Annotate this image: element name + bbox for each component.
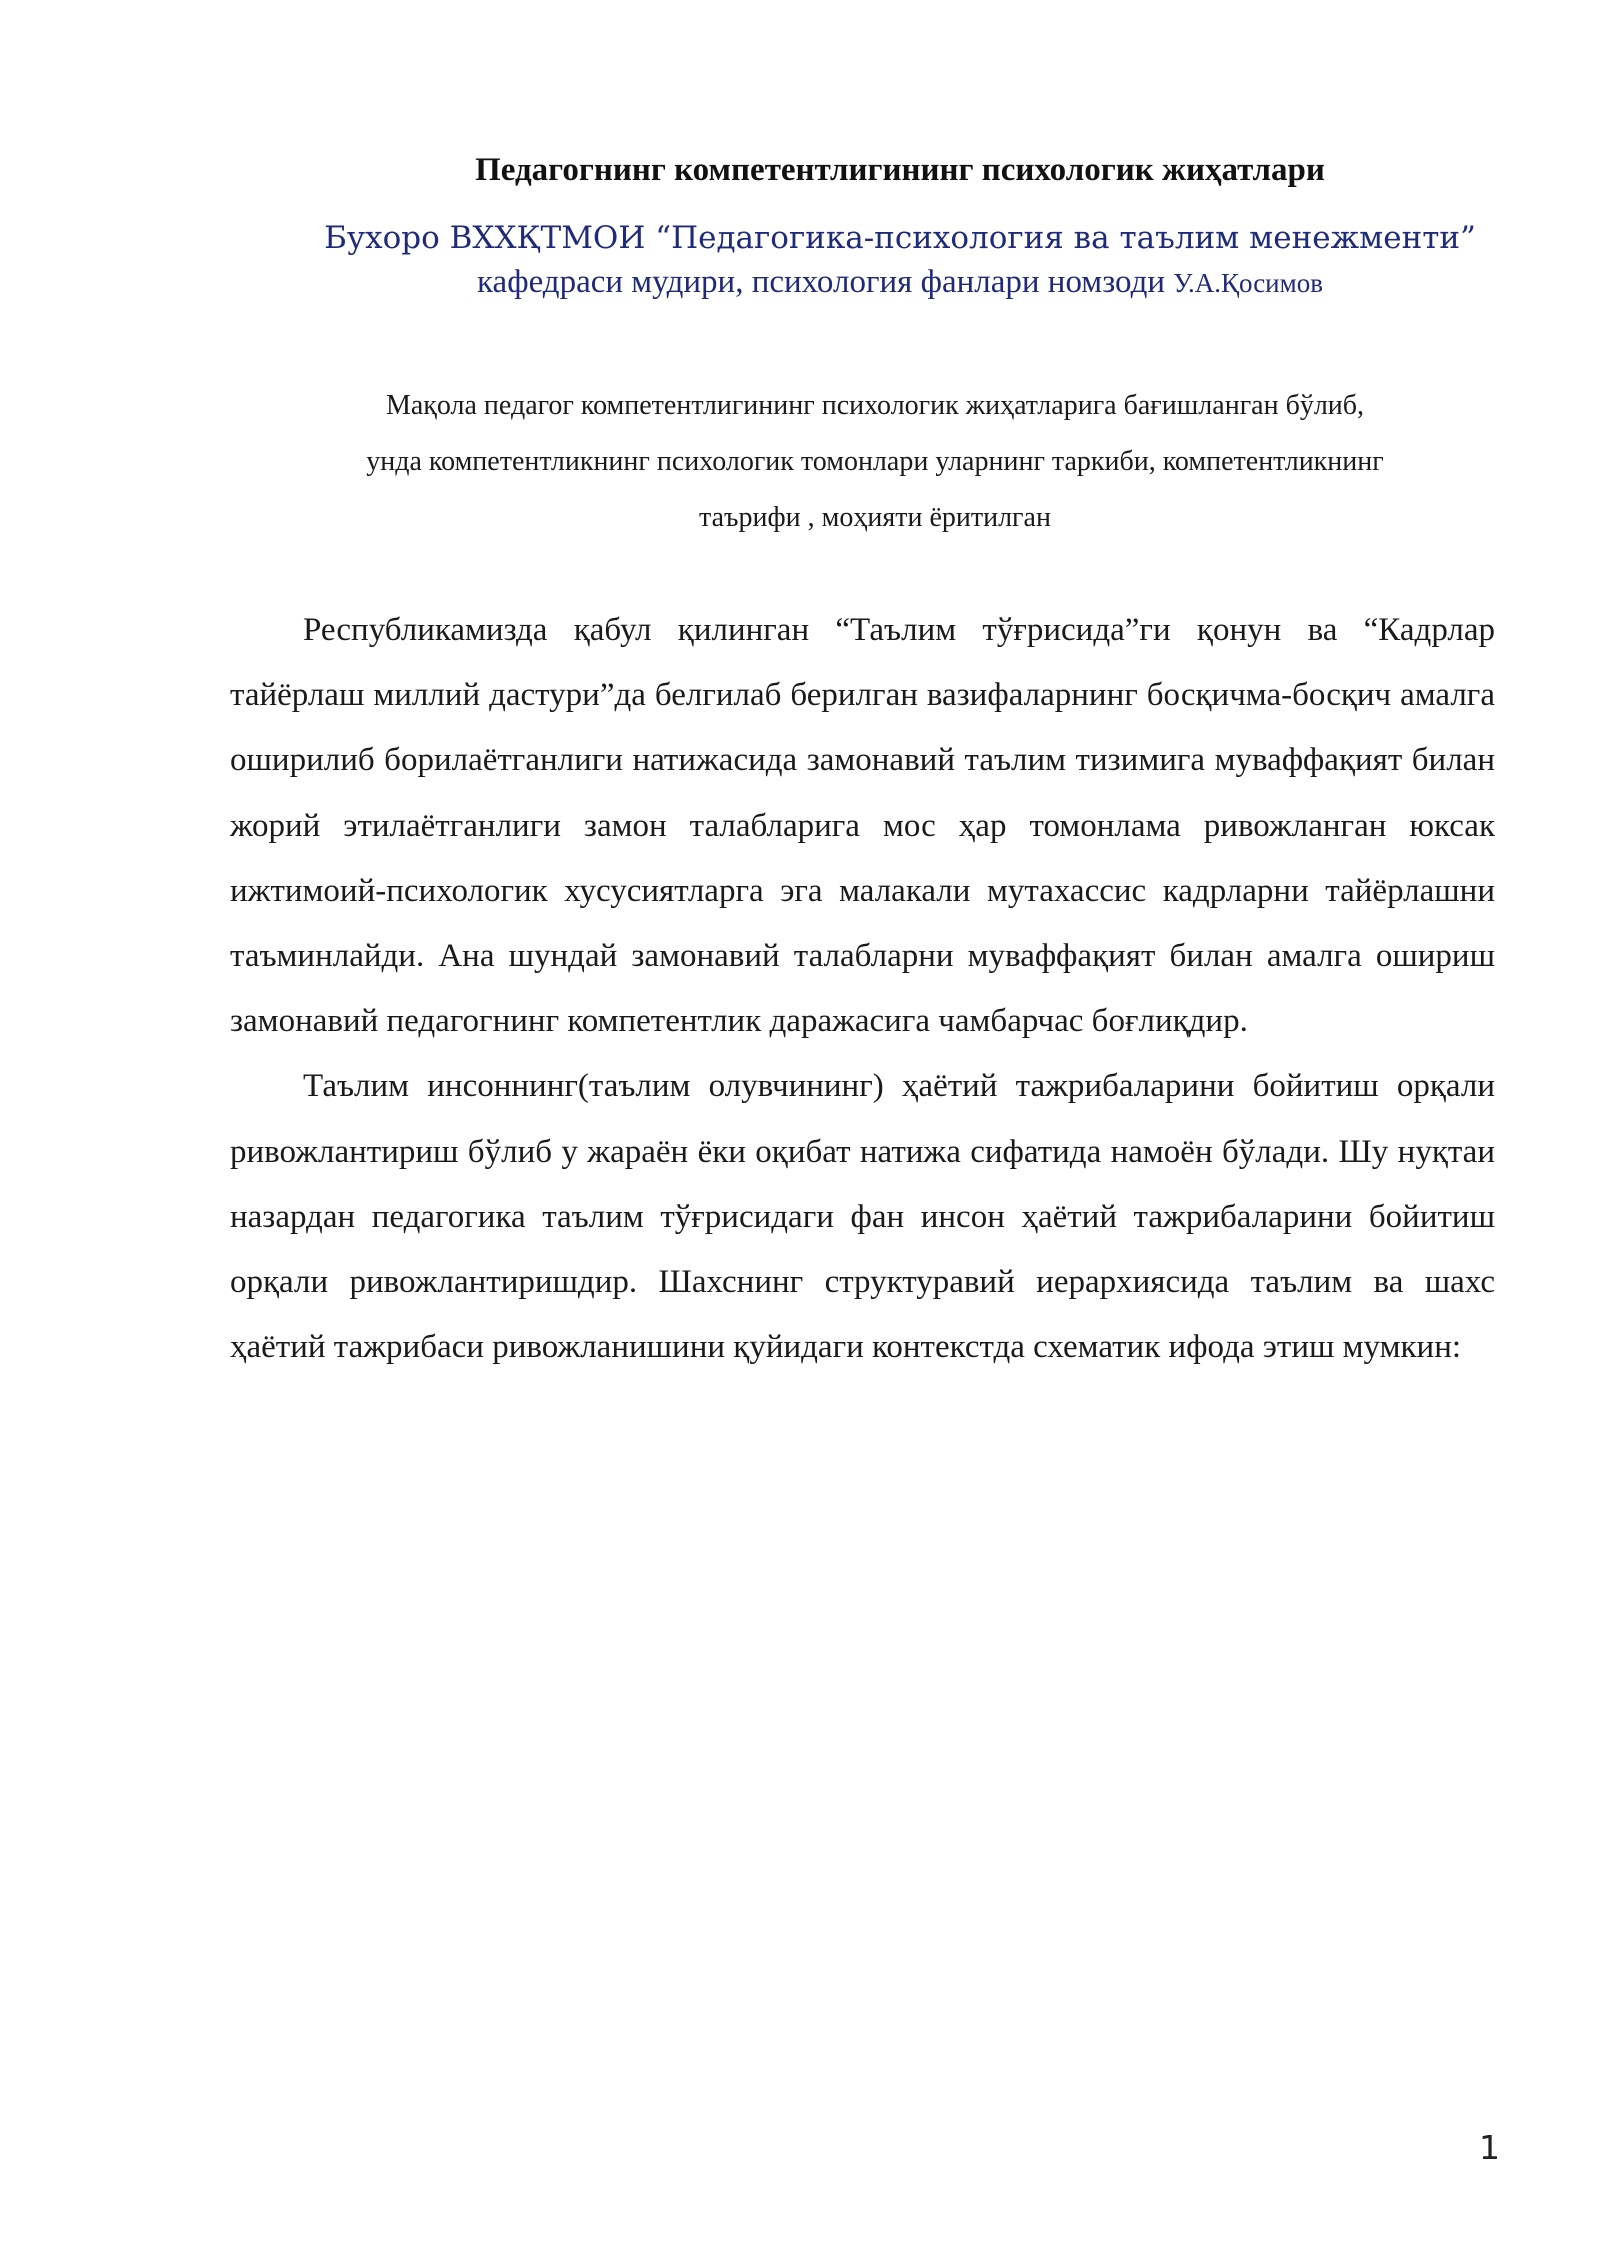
page-number: 1 xyxy=(1479,2128,1500,2167)
abstract-line-2: унда компетентликнинг психологик томонлари уларнинг таркиби, компетентликнинг xyxy=(366,446,1384,477)
article-body xyxy=(230,598,1495,1380)
document-title: Педагогнинг компетентлигининг психологик жиҳатлари xyxy=(475,152,1325,188)
abstract xyxy=(250,378,1500,546)
affiliation-position: кафедраси мудири, психология фанлари номзоди xyxy=(477,264,1174,300)
author-name: У.А.Қосимов xyxy=(1173,268,1323,298)
body-paragraph-1: Республикамизда қабул қилинган “Таълим тўғрисида”ги қонун ва “Кадрлар тайёрлаш миллий дастури”да белгилаб берилган вазифаларнинг босқичма-босқич амалга оширилиб борилаётганлиги натижасида замонавий таълим тизимига муваффақият билан жорий этилаётганлиги замон талабларига мос ҳар томонлама ривожланган юксак ижтимоий-психологик хусусиятларга эга малакали мутахассис кадрларни тайёрлашни таъминлайди. Ана шундай замонавий талабларни муваффақият билан амалга ошириш замонавий педагогнинг компетентлик даражасига чамбарчас боғлиқдир. xyxy=(230,612,1495,1040)
affiliation-line-1: Бухоро ВХХҚТМОИ “Педагогика-психология ва таълим менежменти” xyxy=(324,220,1476,256)
abstract-line-1: Мақола педагог компетентлигининг психологик жиҳатларига бағишланган бўлиб, xyxy=(385,390,1365,421)
abstract-line-3: таърифи , моҳияти ёритилган xyxy=(699,502,1051,533)
author-affiliation xyxy=(230,216,1570,305)
body-paragraph-2: Таълим инсоннинг(таълим олувчининг) ҳаётий тажрибаларини бойитиш орқали ривожлантириш бўлиб у жараён ёки оқибат натижа сифатида намоён бўлади. Шу нуқтаи назардан педагогика таълим тўғрисидаги фан инсон ҳаётий тажрибаларини бойитиш орқали ривожлантиришдир. Шахснинг структуравий иерархиясида таълим ва шахс ҳаётий тажрибаси ривожланишини қуйидаги контекстда схематик ифода этиш мумкин: xyxy=(230,1068,1495,1366)
affiliation-line-2 xyxy=(230,260,1570,305)
